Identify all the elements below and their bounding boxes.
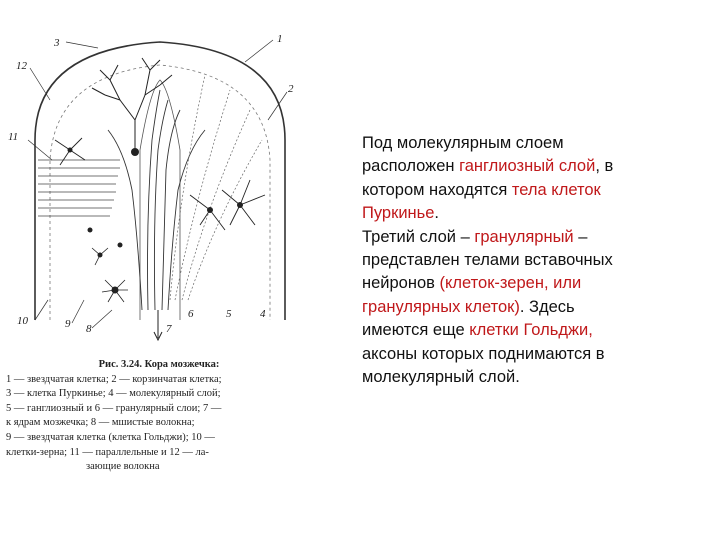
- text-line: гранулярных клеток). Здесь: [362, 297, 575, 316]
- text-line: молекулярный слой.: [362, 368, 520, 387]
- highlight-term: тела клеток: [511, 180, 601, 199]
- layer-boundary: [50, 65, 270, 320]
- basket-cell: [190, 180, 265, 230]
- cerebellum-figure: [0, 20, 320, 520]
- label-6: 6: [188, 308, 194, 320]
- highlight-term: гранулярных клеток): [362, 297, 520, 316]
- climbing-fibers: [170, 75, 262, 300]
- text-line: представлен телами вставочных: [362, 251, 613, 270]
- highlight-term: Пуркинье: [362, 204, 435, 223]
- caption-line: 3 — клетка Пуркинье; 4 — молекулярный слой;: [6, 388, 221, 400]
- label-2: 2: [288, 83, 294, 95]
- text-line: котором находятся тела клеток: [362, 180, 601, 199]
- highlight-term: гранулярный: [474, 227, 574, 246]
- cortex-outline: [35, 42, 285, 320]
- slide-text: [362, 132, 682, 389]
- label-9: 9: [65, 318, 71, 330]
- text-line: Под молекулярным слоем: [362, 134, 564, 152]
- caption-line: 9 — звездчатая клетка (клетка Гольджи); 10 —: [6, 431, 215, 443]
- caption-line: к ядрам мозжечка; 8 — мшистые волокна;: [6, 417, 195, 429]
- layer-boundary: [140, 80, 180, 320]
- text-line: расположен ганглиозный слой, в: [362, 157, 614, 176]
- text-line: Пуркинье.: [362, 204, 440, 223]
- label-4: 4: [260, 308, 266, 320]
- label-3: 3: [54, 37, 60, 49]
- text-line: имеются еще клетки Гольджи,: [362, 321, 593, 340]
- white-matter-fibers: [108, 90, 205, 310]
- text-line: аксоны которых поднимаются в: [362, 344, 605, 363]
- label-1: 1: [277, 33, 283, 45]
- label-10: 10: [17, 315, 28, 327]
- label-8: 8: [86, 323, 92, 335]
- text-line: Третий слой – гранулярный –: [362, 227, 588, 246]
- caption-line: зающие волокна: [86, 461, 160, 473]
- label-11: 11: [8, 131, 19, 143]
- caption-line: 5 — ганглиозный и 6 — гранулярный слои; 7 —: [6, 402, 222, 414]
- caption-title: Рис. 3.24. Кора мозжечка:: [98, 359, 220, 370]
- caption-line: 1 — звездчатая клетка; 2 — корзинчатая клетка;: [6, 373, 222, 385]
- granule-cells: [92, 248, 128, 302]
- highlight-term: (клеток-зерен, или: [439, 274, 582, 293]
- figure-caption: [6, 358, 312, 475]
- text-line: нейронов (клеток-зерен, или: [362, 274, 582, 293]
- label-7: 7: [166, 323, 172, 335]
- cerebellum-cortex-diagram: [0, 20, 320, 350]
- label-5: 5: [226, 308, 232, 320]
- highlight-term: ганглиозный слой: [459, 157, 596, 176]
- caption-line: клетки-зерна; 11 — параллельные и 12 — ла-: [6, 446, 209, 458]
- purkinje-soma: [131, 148, 139, 156]
- highlight-term: клетки Гольджи,: [469, 321, 593, 340]
- label-12: 12: [16, 60, 27, 72]
